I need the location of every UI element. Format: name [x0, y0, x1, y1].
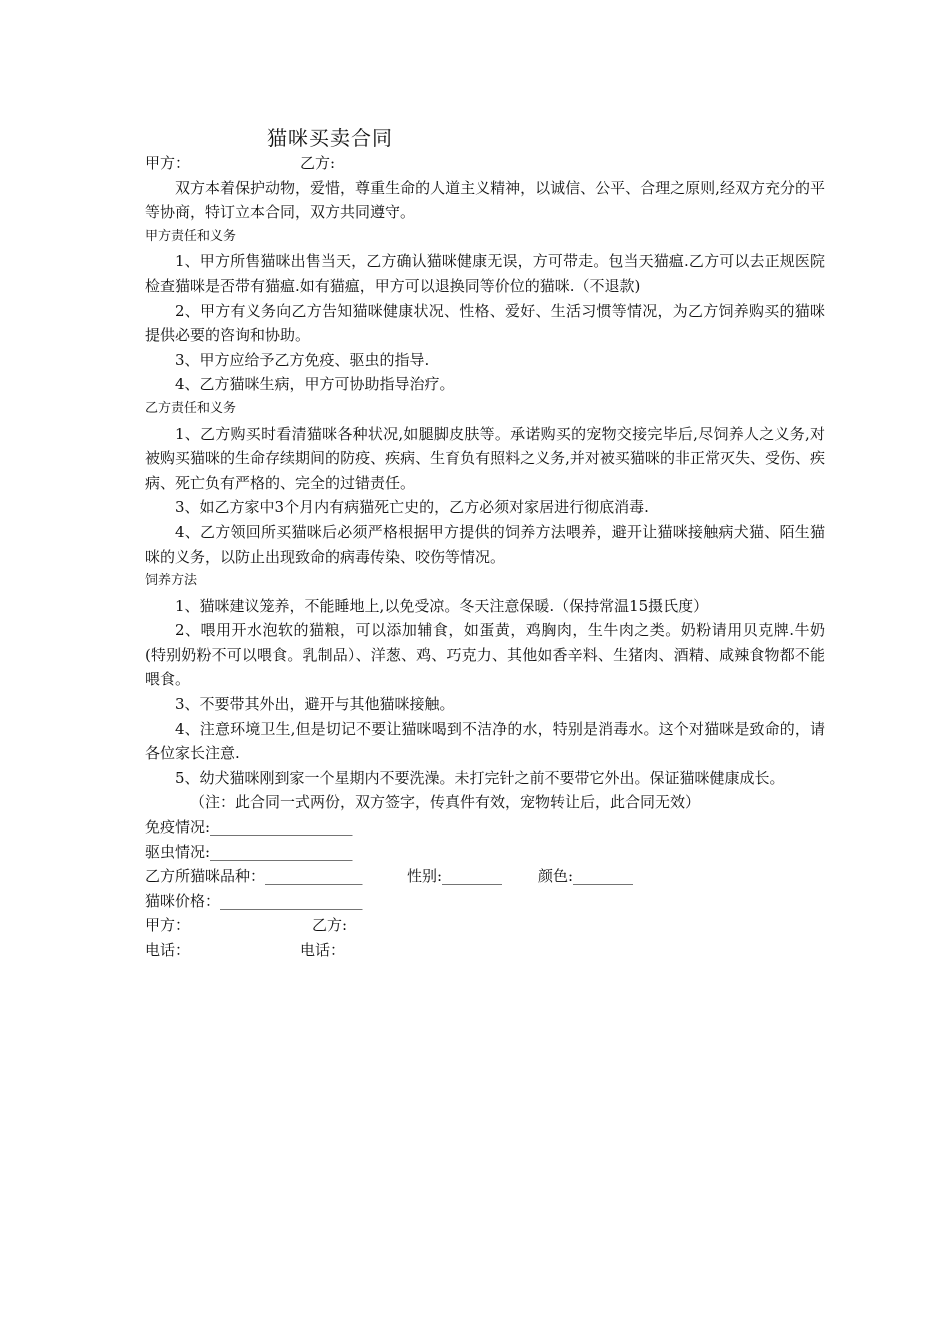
signature-jia: 甲方：	[145, 916, 191, 935]
contract-note: （注：此合同一式两份，双方签字，传真件有效，宠物转让后，此合同无效）	[190, 793, 701, 812]
deworm-field: 驱虫情况:___________________	[145, 842, 353, 861]
phone-jia: 电话：	[145, 941, 191, 959]
feed-item: 5、幼犬猫咪刚到家一个星期内不要洗澡。未打完针之前不要带它外出。保证猫咪健康成长。	[175, 768, 785, 787]
party-jia-label: 甲方：	[145, 154, 191, 172]
jia-item: 4、乙方猫咪生病，甲方可协助指导治疗。	[175, 375, 455, 394]
jia-item: 2、甲方有义务向乙方告知猫咪健康状况、性格、爱好、生活习惯等情况，为乙方饲养购买的猫咪提供必要的咨询和协助。	[145, 301, 825, 345]
parties-row	[145, 151, 825, 176]
feed-item: 3、不要带其外出，避开与其他猫咪接触。	[175, 695, 455, 714]
section-heading-feed: 饲养方法	[145, 573, 198, 589]
price-field: 猫咪价格：___________________	[145, 891, 363, 910]
section-heading-jia: 甲方责任和义务	[145, 228, 237, 244]
signature-yi: 乙方:	[312, 916, 348, 935]
phone-row	[145, 938, 825, 963]
feed-item: 2、喂用开水泡软的猫粮，可以添加辅食，如蛋黄，鸡胸肉，生牛肉之类。奶粉请用贝克牌.牛奶(特别奶粉不可以喂食。乳制品）、洋葱、鸡、巧克力、其他如香辛料、生猪肉、酒精、咸辣食物都不能喂食。	[145, 621, 825, 689]
immunity-field: 免疫情况:___________________	[145, 818, 353, 837]
intro-paragraph: 双方本着保护动物，爱惜，尊重生命的人道主义精神，以诚信、公平、合理之原则,经双方充分的平等协商，特订立本合同，双方共同遵守。	[145, 178, 825, 222]
yi-item: 3、如乙方家中3个月内有病猫死亡史的，乙方必须对家居进行彻底消毒.	[175, 498, 649, 517]
signature-row	[145, 913, 825, 938]
feed-item: 1、猫咪建议笼养，不能睡地上,以免受凉。冬天注意保暖.（保持常温15摄氏度）	[175, 596, 709, 615]
yi-item: 4、乙方领回所买猫咪后必须严格根据甲方提供的饲养方法喂养，避开让猫咪接触病犬猫、陌生猫咪的义务，以防止出现致命的病毒传染、咬伤等情况。	[145, 522, 825, 566]
jia-item: 3、甲方应给予乙方免疫、驱虫的指导.	[175, 350, 430, 369]
yi-item: 1、乙方购买时看清猫咪各种状况,如腿脚皮肤等。承诺购买的宠物交接完毕后,尽饲养人之义务,对被购买猫咪的生命存续期间的防疫、疾病、生育负有照料之义务,并对被买猫咪的非正常灭失、受伤、疾病、死亡负有严格的、完全的过错责任。	[145, 424, 825, 492]
party-yi-label: 乙方:	[300, 154, 336, 172]
contract-body	[145, 151, 825, 963]
color-field: 颜色:________	[538, 867, 634, 886]
phone-yi: 电话：	[300, 941, 346, 959]
section-heading-yi: 乙方责任和义务	[145, 400, 237, 416]
feed-item: 4、注意环境卫生,但是切记不要让猫咪喝到不洁净的水，特别是消毒水。这个对猫咪是致命的，请各位家长注意.	[145, 719, 825, 763]
page-title: 猫咪买卖合同	[267, 126, 393, 150]
breed-field: 乙方所猫咪品种：_____________	[145, 867, 363, 886]
breed-row	[145, 864, 825, 889]
jia-item: 1、甲方所售猫咪出售当天，乙方确认猫咪健康无误，方可带走。包当天猫瘟.乙方可以去正规医院检查猫咪是否带有猫瘟.如有猫瘟，甲方可以退换同等价位的猫咪.（不退款)	[145, 252, 825, 295]
gender-field: 性别:________	[407, 867, 503, 886]
